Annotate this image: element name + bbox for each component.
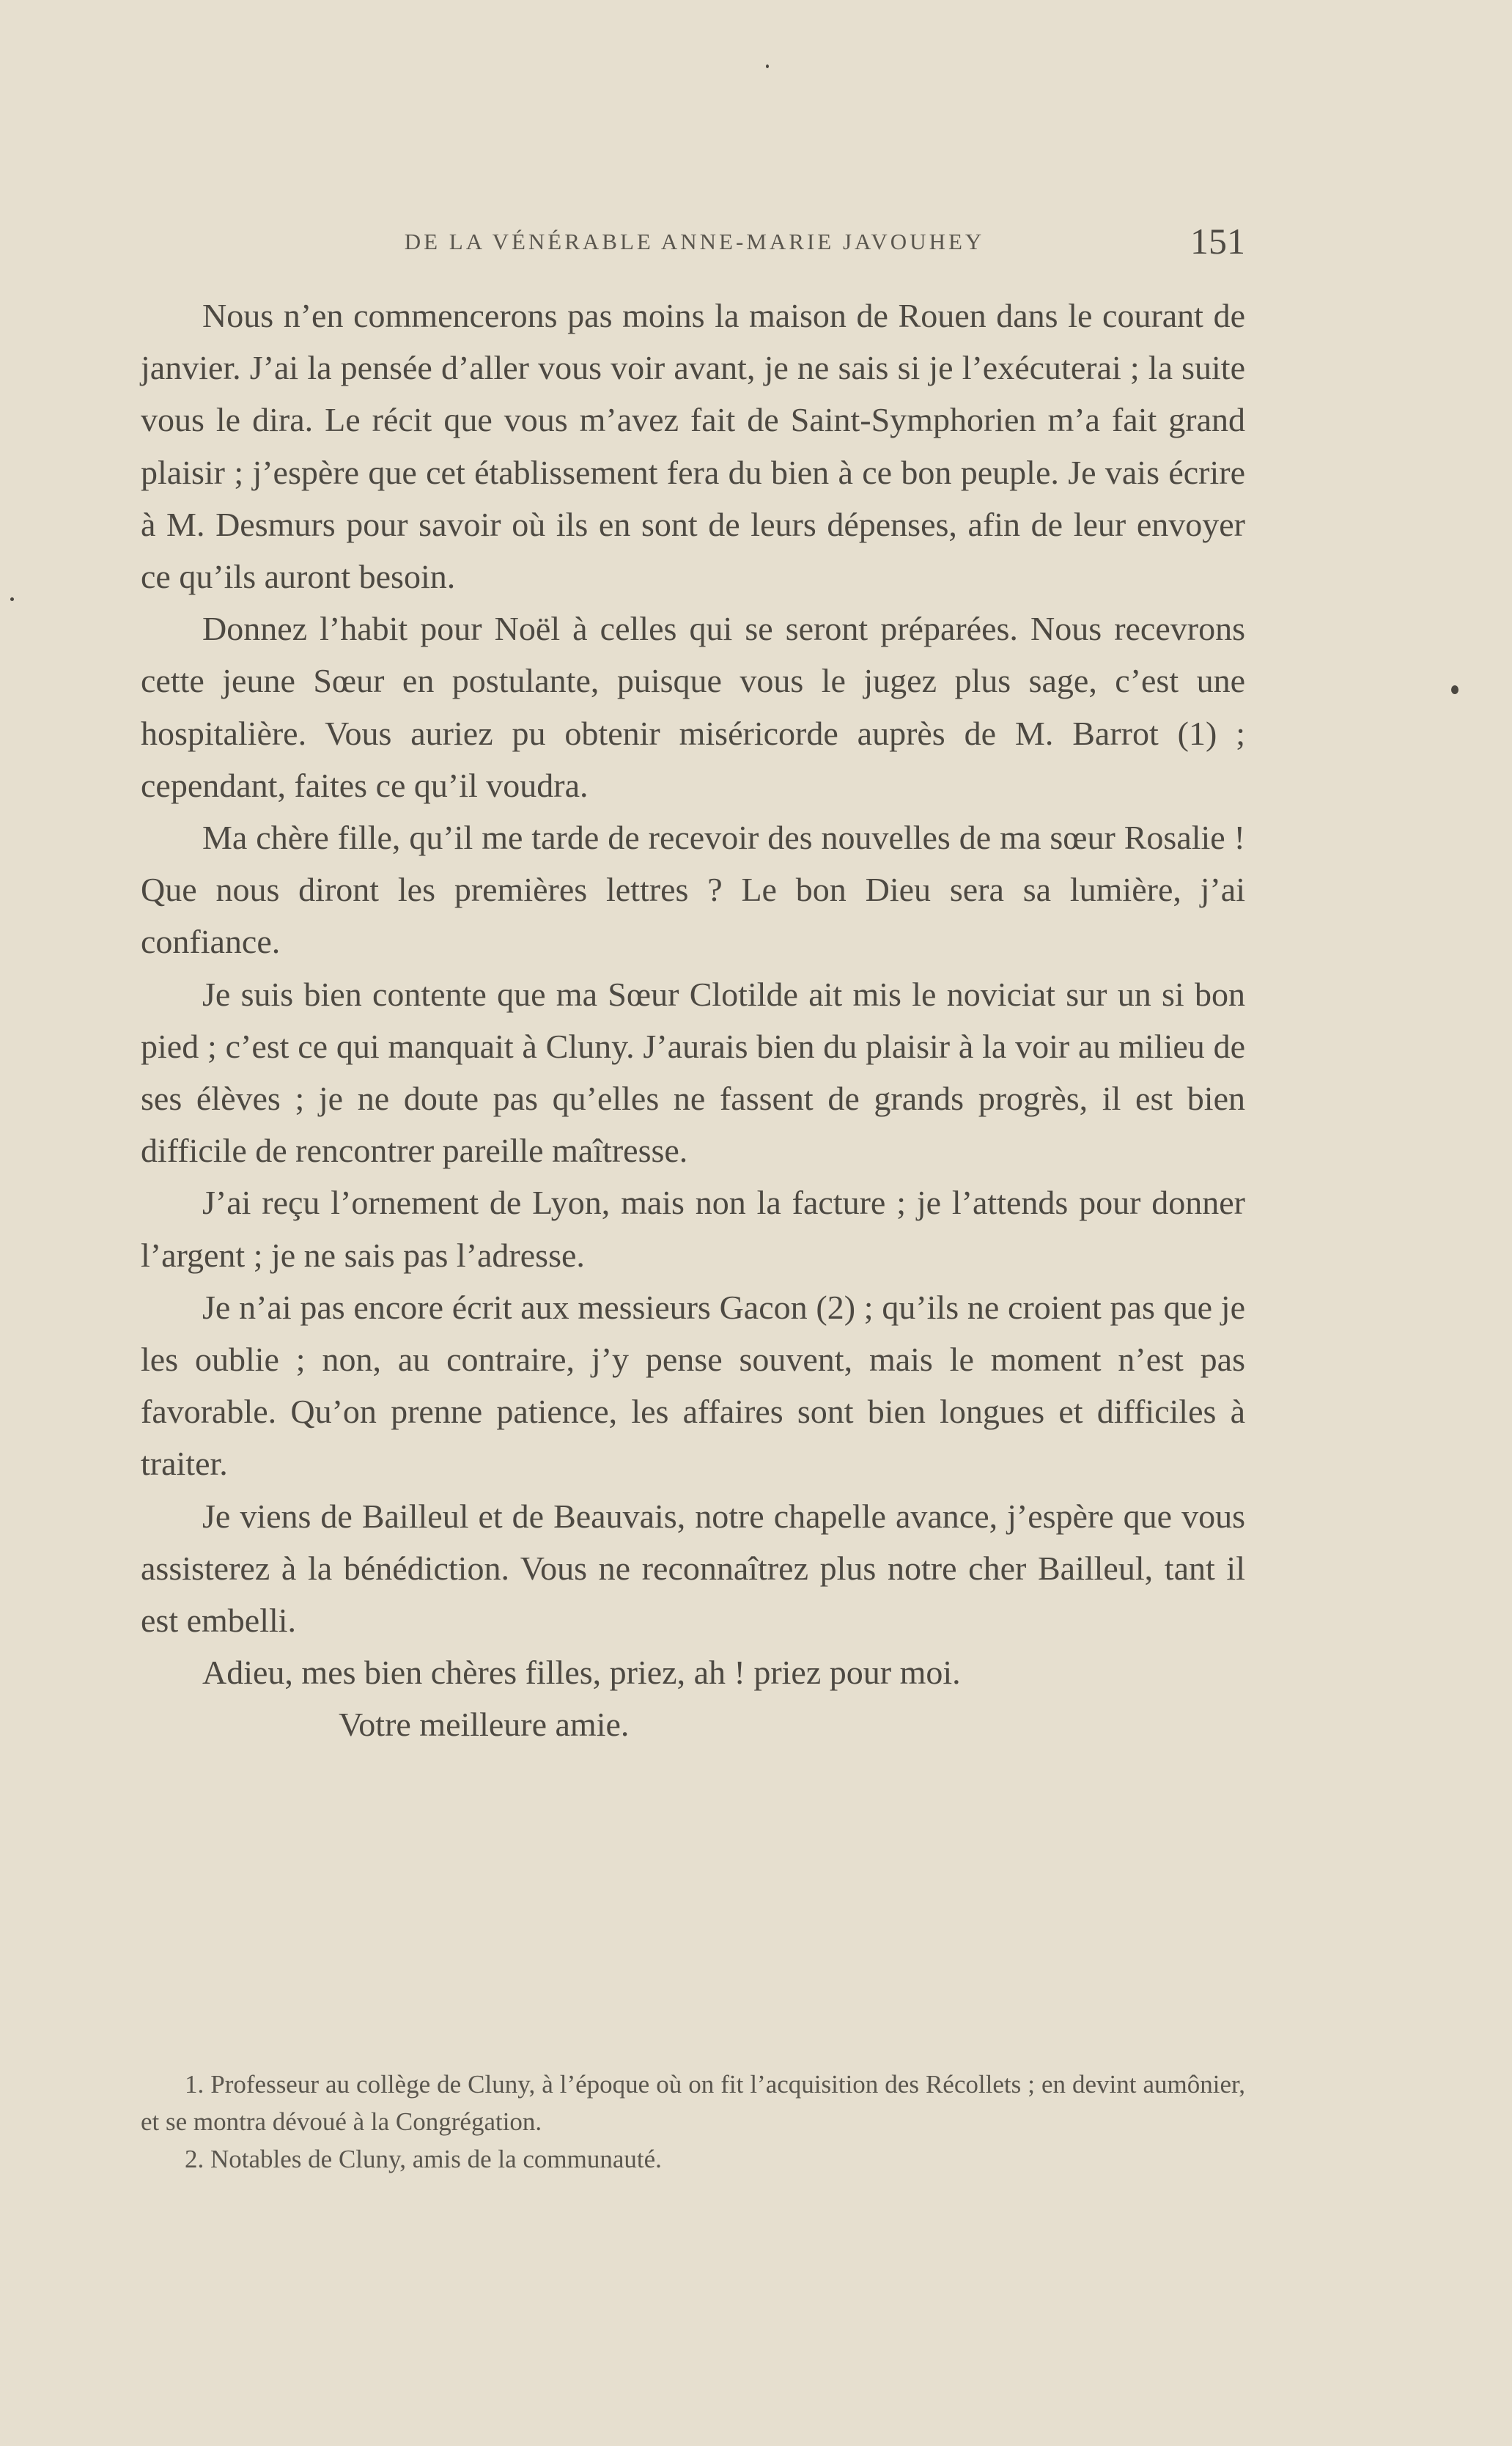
footnote: 2. Notables de Cluny, amis de la communauté. — [185, 2145, 662, 2173]
running-head: DE LA VÉNÉRABLE ANNE-MARIE JAVOUHEY — [404, 229, 985, 254]
page-number: 151 — [1190, 221, 1245, 262]
ink-speck — [1451, 685, 1458, 694]
letter-body — [141, 290, 1245, 1751]
ink-speck — [766, 65, 769, 68]
paragraph: Nous n’en commencerons pas moins la maison de Rouen dans le courant de janvier. J’ai la pensée d’aller vous voir avant, je ne sais si je l’exécuterai ; la suite vous le dira. Le récit que vous m’avez fait de Saint-Symphorien m’a fait grand plaisir ; j’espère que cet établissement fera du bien à ce bon peuple. Je vais écrire à M. Desmurs pour savoir où ils en sont de leurs dépenses, afin de leur envoyer ce qu’ils auront besoin. — [141, 297, 1245, 596]
footnote: 1. Professeur au collège de Cluny, à l’époque où on fit l’acquisition des Récollets ; en devint aumônier, et se montra dévoué à la Congrégation. — [141, 2070, 1245, 2136]
signature: Votre meilleure amie. — [339, 1706, 630, 1744]
paragraph: Ma chère fille, qu’il me tarde de recevoir des nouvelles de ma sœur Rosalie ! Que nous diront les premières lettres ? Le bon Dieu sera sa lumière, j’ai confiance. — [141, 819, 1245, 961]
page-header — [144, 220, 1245, 264]
paragraph: Je suis bien contente que ma Sœur Clotilde ait mis le noviciat sur un si bon pied ; c’est ce qui manquait à Cluny. J’aurais bien du plaisir à la voir au milieu de ses élèves ; je ne doute pas qu’elles ne fassent de grands progrès, il est bien difficile de rencontrer pareille maîtresse. — [141, 975, 1245, 1170]
footnotes — [141, 2066, 1245, 2178]
paragraph: J’ai reçu l’ornement de Lyon, mais non la facture ; je l’attends pour donner l’argent ; je ne sais pas l’adresse. — [141, 1184, 1245, 1274]
paragraph: Donnez l’habit pour Noël à celles qui se seront préparées. Nous recevrons cette jeune Sœur en postulante, puisque vous le jugez plus sage, c’est une hospitalière. Vous auriez pu obtenir miséricorde auprès de M. Barrot (1) ; cependant, faites ce qu’il voudra. — [141, 610, 1245, 804]
paragraph: Je viens de Bailleul et de Beauvais, notre chapelle avance, j’espère que vous assisterez à la bénédiction. Vous ne reconnaîtrez plus notre cher Bailleul, tant il est embelli. — [141, 1497, 1245, 1640]
paragraph: Je n’ai pas encore écrit aux messieurs Gacon (2) ; qu’ils ne croient pas que je les oublie ; non, au contraire, j’y pense souvent, mais le moment n’est pas favorable. Qu’on prenne patience, les affaires sont bien longues et difficiles à traiter. — [141, 1288, 1245, 1483]
paragraph: Adieu, mes bien chères filles, priez, ah ! priez pour moi. — [202, 1654, 961, 1692]
ink-speck — [10, 597, 14, 601]
